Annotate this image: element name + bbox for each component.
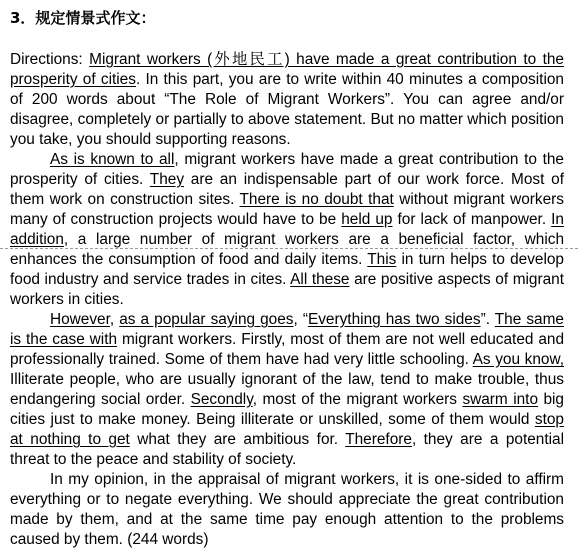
text-run: , they are a potential threat to the peace and stability of society. [10, 431, 565, 468]
text-run: are positive aspects of migrant workers in cities. [10, 271, 565, 308]
text-run: , most of the migrant workers [252, 391, 463, 408]
underlined-phrase: as a popular saying goes [119, 311, 294, 328]
text-run: without migrant workers many of construction projects would have to be [10, 191, 564, 228]
essay-paragraph-2 [10, 310, 564, 470]
underlined-phrase: This [367, 251, 397, 268]
underlined-phrase: They [149, 171, 185, 188]
underlined-phrase: As is known to all [50, 151, 175, 168]
page-break-divider [0, 248, 578, 249]
text-run: big cities just to make money. Being illiterate or unskilled, some of them would [10, 391, 564, 428]
text-run: . In this part, you are to write within 40 minutes a composition of 200 words about “The Role of Migrant Workers”. You can agree and/or disagree, completely or partially to above statement. But no matter which position you take, you should supporting reasons. [10, 71, 564, 148]
underlined-phrase: stop at nothing to get [10, 411, 564, 448]
underlined-phrase: The same is the case with [10, 311, 564, 348]
text-run: migrant workers. Firstly, most of them are not well educated and professionally trained. Some of them have had very little schooling. [10, 331, 565, 368]
underlined-phrase: Migrant workers (外地民工) have made a great contribution to the prosperity of cities [10, 51, 564, 88]
text-run: Illiterate people, who are usually ignorant of the law, tend to make trouble, thus endangering social order. [10, 371, 564, 408]
text-run: , migrant workers have made a great contribution to the prosperity of cities. [10, 151, 564, 188]
underlined-phrase: held up [341, 211, 393, 228]
directions-paragraph [10, 50, 564, 150]
underlined-phrase: As you know, [472, 351, 565, 368]
text-run: for lack of manpower. [392, 211, 552, 228]
essay-body [10, 50, 564, 550]
text-run: , a large number of migrant workers are a beneficial factor, which enhances the consumption of food and daily items. [10, 231, 564, 268]
underlined-phrase: In addition [10, 211, 564, 248]
text-run: In my opinion, in the appraisal of migrant workers, it is one-sided to affirm everything or to negate everything. We should appreciate the great contribution made by them, and at the same time pay enough attention to the problems caused by them. (244 words) [10, 471, 564, 548]
section-heading: 3．规定情景式作文： [10, 9, 156, 27]
text-run: , “ [293, 311, 308, 328]
text-run: Directions: [10, 51, 90, 68]
text-run: in turn helps to develop food industry and service trades in cites. [10, 251, 564, 288]
underlined-phrase: Therefore [345, 431, 412, 448]
underlined-phrase: swarm into [462, 391, 539, 408]
text-run: ”. [480, 311, 495, 328]
underlined-phrase: There is no doubt that [239, 191, 394, 208]
text-run: , [109, 311, 120, 328]
essay-paragraph-1 [10, 150, 564, 310]
underlined-phrase: However [50, 311, 110, 328]
underlined-phrase: All these [290, 271, 350, 288]
essay-paragraph-3 [10, 470, 564, 550]
text-run: what they are ambitious for. [129, 431, 346, 448]
underlined-phrase: Secondly [190, 391, 253, 408]
text-run: are an indispensable part of our work force. Most of them work on construction sites. [10, 171, 564, 208]
underlined-phrase: Everything has two sides [307, 311, 481, 328]
